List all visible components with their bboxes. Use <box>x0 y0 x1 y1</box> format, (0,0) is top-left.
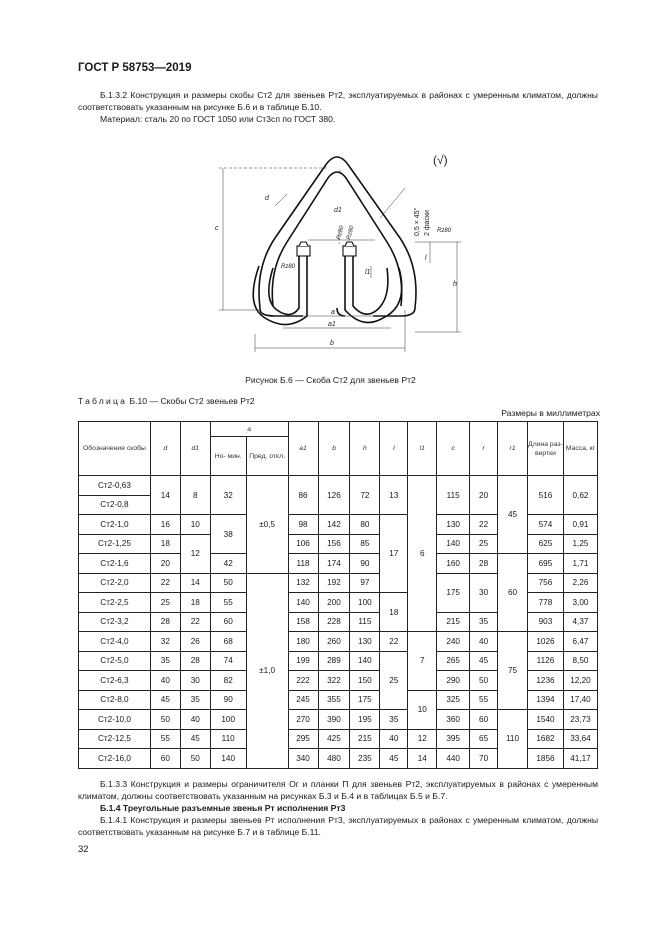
cell-b: 200 <box>318 593 350 613</box>
cell-r: 40 <box>470 632 498 652</box>
cell-a-tolerance: ±1,0 <box>246 573 288 768</box>
cell-length: 1540 <box>527 710 563 730</box>
cell-b: 228 <box>318 612 350 632</box>
cell-length: 1026 <box>527 632 563 652</box>
cell-d: 22 <box>150 573 180 593</box>
cell-d1: 10 <box>180 515 210 535</box>
cell-b: 390 <box>318 710 350 730</box>
cell-c: 360 <box>437 710 470 730</box>
cell-a1: 98 <box>288 515 318 535</box>
label-r: r <box>339 170 341 176</box>
header-b: b <box>318 422 350 476</box>
cell-c: 160 <box>437 554 470 574</box>
cell-a: 42 <box>210 554 246 574</box>
cell-mass: 4,37 <box>563 612 597 632</box>
label-chamfer: 0,5 × 45° <box>414 207 421 236</box>
figure-caption: Рисунок Б.6 — Скоба Ст2 для звеньев Рт2 <box>245 375 416 385</box>
cell-l1: 6 <box>408 476 437 632</box>
cell-a: 100 <box>210 710 246 730</box>
cell-d1: 8 <box>180 476 210 515</box>
cell-designation: Ст2-5,0 <box>79 651 151 671</box>
section-heading: Б.1.4 Треугольные разъемные звенья Рт исполнения Рт3 <box>100 803 346 813</box>
cell-mass: 23,73 <box>563 710 597 730</box>
cell-c: 395 <box>437 729 470 749</box>
cell-b: 142 <box>318 515 350 535</box>
cell-h: 215 <box>350 729 380 749</box>
cell-a: 38 <box>210 515 246 554</box>
label-b: b <box>330 340 334 347</box>
cell-r: 55 <box>470 690 498 710</box>
cell-mass: 1,25 <box>563 534 597 554</box>
cell-a1: 180 <box>288 632 318 652</box>
cell-d: 25 <box>150 593 180 613</box>
cell-l: 22 <box>380 632 408 652</box>
cell-designation: Ст2-1,6 <box>79 554 151 574</box>
cell-b: 322 <box>318 671 350 691</box>
cell-mass: 12,20 <box>563 671 597 691</box>
cell-b: 156 <box>318 534 350 554</box>
shackle-ends <box>297 242 356 256</box>
cell-designation: Ст2-4,0 <box>79 632 151 652</box>
cell-c: 130 <box>437 515 470 535</box>
cell-l: 25 <box>380 651 408 710</box>
cell-b: 192 <box>318 573 350 593</box>
cell-mass: 6,47 <box>563 632 597 652</box>
cell-length: 778 <box>527 593 563 613</box>
cell-a: 55 <box>210 593 246 613</box>
cell-h: 80 <box>350 515 380 535</box>
cell-r: 65 <box>470 729 498 749</box>
cell-a1: 140 <box>288 593 318 613</box>
label-chamfer-count: 2 фаски <box>424 210 431 236</box>
header-r: r <box>470 422 498 476</box>
cell-h: 85 <box>350 534 380 554</box>
cell-d: 45 <box>150 690 180 710</box>
cell-designation: Ст2-8,0 <box>79 690 151 710</box>
cell-mass: 8,50 <box>563 651 597 671</box>
cell-h: 175 <box>350 690 380 710</box>
cell-d1: 14 <box>180 573 210 593</box>
cell-c: 175 <box>437 573 470 612</box>
cell-length: 1682 <box>527 729 563 749</box>
cell-d: 32 <box>150 632 180 652</box>
cell-r: 20 <box>470 476 498 515</box>
cell-l: 17 <box>380 515 408 593</box>
header-h: h <box>350 422 380 476</box>
header-a-tolerance: Пред. откл. <box>246 437 288 476</box>
label-a: a <box>331 309 335 316</box>
cell-r: 30 <box>470 573 498 612</box>
cell-l: 40 <box>380 729 408 749</box>
label-rz80-left: Rz80 <box>281 264 296 270</box>
cell-d1: 22 <box>180 612 210 632</box>
cell-a1: 199 <box>288 651 318 671</box>
cell-d: 40 <box>150 671 180 691</box>
cell-d1: 40 <box>180 710 210 730</box>
cell-c: 240 <box>437 632 470 652</box>
cell-a1: 340 <box>288 749 318 769</box>
cell-d1: 28 <box>180 651 210 671</box>
cell-b: 260 <box>318 632 350 652</box>
cell-length: 1126 <box>527 651 563 671</box>
cell-h: 72 <box>350 476 380 515</box>
cell-r: 35 <box>470 612 498 632</box>
cell-designation: Ст2-12,5 <box>79 729 151 749</box>
cell-designation: Ст2-10,0 <box>79 710 151 730</box>
cell-mass: 3,00 <box>563 593 597 613</box>
after-paragraph-1: Б.1.3.3 Конструкция и размеры ограничителя Ог и планки П для звеньев Рт2, эксплуатируемых в районах с умеренным климатом, должны соответствовать указанным на рисунках Б.3 и Б.4 и в таблицах Б.5 и Б.7. <box>78 779 598 801</box>
cell-d1: 35 <box>180 690 210 710</box>
cell-l1: 14 <box>408 749 437 769</box>
intro-paragraph-1: Б.1.3.2 Конструкция и размеры скобы Ст2 для звеньев Рт2, эксплуатируемых в районах с умеренным климатом, должны соответствовать указанным на рисунке Б.6 и в таблице Б.10. <box>78 90 598 112</box>
cell-mass: 33,64 <box>563 729 597 749</box>
cell-r: 70 <box>470 749 498 769</box>
header-l1: l1 <box>408 422 437 476</box>
header-r1: r1 <box>498 422 528 476</box>
cell-d: 28 <box>150 612 180 632</box>
cell-c: 290 <box>437 671 470 691</box>
cell-length: 625 <box>527 534 563 554</box>
label-rz80-mid1: Rz80 <box>336 225 346 241</box>
cell-b: 480 <box>318 749 350 769</box>
cell-a: 110 <box>210 729 246 749</box>
cell-a1: 245 <box>288 690 318 710</box>
cell-d1: 50 <box>180 749 210 769</box>
cell-c: 325 <box>437 690 470 710</box>
header-a1: a1 <box>288 422 318 476</box>
cell-mass: 41,17 <box>563 749 597 769</box>
cell-a: 82 <box>210 671 246 691</box>
cell-a1: 222 <box>288 671 318 691</box>
cell-designation: Ст2-0,8 <box>79 495 151 515</box>
header-designation: Обозначение скобы <box>79 422 151 476</box>
cell-b: 355 <box>318 690 350 710</box>
header-d: d <box>150 422 180 476</box>
cell-h: 150 <box>350 671 380 691</box>
label-c: c <box>215 225 219 232</box>
cell-l: 35 <box>380 710 408 730</box>
cell-a-tolerance: ±0,5 <box>246 476 288 574</box>
label-rz80-mid2: Rz80 <box>346 225 356 241</box>
cell-length: 1394 <box>527 690 563 710</box>
cell-designation: Ст2-2,5 <box>79 593 151 613</box>
cell-l: 45 <box>380 749 408 769</box>
cell-d1: 18 <box>180 593 210 613</box>
header-length: Длина раз- вертки <box>527 422 563 476</box>
cell-h: 100 <box>350 593 380 613</box>
label-l1: l1 <box>365 269 371 276</box>
cell-mass: 0,91 <box>563 515 597 535</box>
header-d1: d1 <box>180 422 210 476</box>
shackle-drawing <box>215 138 485 360</box>
cell-r: 22 <box>470 515 498 535</box>
cell-a: 50 <box>210 573 246 593</box>
cell-d: 35 <box>150 651 180 671</box>
cell-a: 32 <box>210 476 246 515</box>
cell-r1: 60 <box>498 554 528 632</box>
cell-a: 140 <box>210 749 246 769</box>
label-d1: d1 <box>334 207 342 214</box>
cell-d: 60 <box>150 749 180 769</box>
cell-mass: 2,26 <box>563 573 597 593</box>
cell-c: 140 <box>437 534 470 554</box>
after-paragraph-2: Б.1.4.1 Конструкция и размеры звеньев Рт исполнения Рт3, эксплуатируемых в районах с умеренным климатом, должны соответствовать указанным на рисунке Б.7 и в таблице Б.11. <box>78 815 598 837</box>
cell-designation: Ст2-1,25 <box>79 534 151 554</box>
cell-a: 60 <box>210 612 246 632</box>
cell-mass: 0,62 <box>563 476 597 515</box>
label-d: d <box>265 195 269 202</box>
cell-a1: 118 <box>288 554 318 574</box>
cell-designation: Ст2-0,63 <box>79 476 151 496</box>
document-header: ГОСТ Р 58753—2019 <box>78 62 192 74</box>
header-a: a <box>210 422 288 437</box>
header-l: l <box>380 422 408 476</box>
cell-d: 55 <box>150 729 180 749</box>
cell-h: 130 <box>350 632 380 652</box>
cell-b: 425 <box>318 729 350 749</box>
cell-length: 574 <box>527 515 563 535</box>
cell-a: 68 <box>210 632 246 652</box>
cell-d1: 45 <box>180 729 210 749</box>
cell-r: 28 <box>470 554 498 574</box>
cell-r: 25 <box>470 534 498 554</box>
cell-a1: 132 <box>288 573 318 593</box>
label-l: l <box>425 255 427 262</box>
cell-a1: 86 <box>288 476 318 515</box>
cell-designation: Ст2-3,2 <box>79 612 151 632</box>
cell-r1: 110 <box>498 710 528 769</box>
cell-length: 1856 <box>527 749 563 769</box>
header-a-nominal: Но- мин. <box>210 437 246 476</box>
cell-r: 45 <box>470 651 498 671</box>
label-rz80-right: Rz80 <box>437 228 452 234</box>
cell-designation: Ст2-1,0 <box>79 515 151 535</box>
cell-d: 50 <box>150 710 180 730</box>
cell-h: 97 <box>350 573 380 593</box>
cell-designation: Ст2-2,0 <box>79 573 151 593</box>
cell-d1: 30 <box>180 671 210 691</box>
roughness-symbol: (√) <box>433 153 448 167</box>
cell-r1: 75 <box>498 632 528 710</box>
cell-l: 18 <box>380 593 408 632</box>
cell-a1: 158 <box>288 612 318 632</box>
cell-length: 695 <box>527 554 563 574</box>
cell-designation: Ст2-6,3 <box>79 671 151 691</box>
cell-d1: 26 <box>180 632 210 652</box>
cell-designation: Ст2-16,0 <box>79 749 151 769</box>
cell-d: 20 <box>150 554 180 574</box>
cell-a1: 295 <box>288 729 318 749</box>
cell-d: 16 <box>150 515 180 535</box>
cell-length: 903 <box>527 612 563 632</box>
cell-l: 13 <box>380 476 408 515</box>
table-caption <box>78 396 255 406</box>
cell-d: 14 <box>150 476 180 515</box>
cell-l1: 10 <box>408 690 437 729</box>
cell-r: 60 <box>470 710 498 730</box>
cell-l1: 7 <box>408 632 437 691</box>
cell-a1: 106 <box>288 534 318 554</box>
cell-mass: 1,71 <box>563 554 597 574</box>
table-caption-prefix: Таблица <box>78 396 128 406</box>
cell-length: 516 <box>527 476 563 515</box>
cell-c: 115 <box>437 476 470 515</box>
cell-length: 1236 <box>527 671 563 691</box>
cell-l1: 12 <box>408 729 437 749</box>
cell-h: 195 <box>350 710 380 730</box>
cell-c: 265 <box>437 651 470 671</box>
cell-h: 115 <box>350 612 380 632</box>
cell-r1: 45 <box>498 476 528 554</box>
cell-h: 140 <box>350 651 380 671</box>
cell-a1: 270 <box>288 710 318 730</box>
page-number: 32 <box>78 844 89 855</box>
label-a1: a1 <box>328 321 336 328</box>
shackle-outline <box>253 157 416 325</box>
cell-b: 174 <box>318 554 350 574</box>
cell-a: 74 <box>210 651 246 671</box>
cell-length: 756 <box>527 573 563 593</box>
cell-d1: 12 <box>180 534 210 573</box>
header-mass: Масса, кг <box>563 422 597 476</box>
cell-a: 90 <box>210 690 246 710</box>
table-units: Размеры в миллиметрах <box>501 408 600 418</box>
cell-h: 90 <box>350 554 380 574</box>
table-caption-text: Б.10 — Скобы Ст2 звеньев Рт2 <box>129 396 255 406</box>
header-c: c <box>437 422 470 476</box>
label-h: h <box>453 281 457 288</box>
cell-h: 235 <box>350 749 380 769</box>
cell-b: 289 <box>318 651 350 671</box>
cell-d: 18 <box>150 534 180 554</box>
cell-r: 50 <box>470 671 498 691</box>
cell-c: 215 <box>437 612 470 632</box>
cell-mass: 17,40 <box>563 690 597 710</box>
shackle-table <box>78 421 598 769</box>
intro-paragraph-2: Материал: сталь 20 по ГОСТ 1050 или Ст3сп по ГОСТ 380. <box>100 114 336 124</box>
cell-c: 440 <box>437 749 470 769</box>
cell-b: 126 <box>318 476 350 515</box>
